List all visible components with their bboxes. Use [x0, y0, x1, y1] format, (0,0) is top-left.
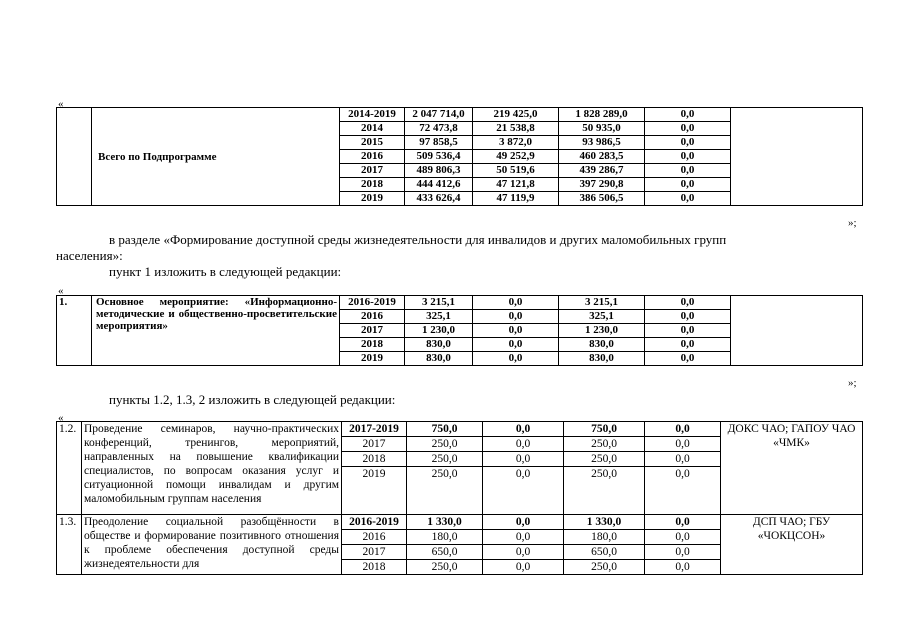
period-cell: 2016-2019: [342, 515, 407, 530]
quote-open-1: «: [58, 98, 64, 110]
total-cell: 650,0: [407, 545, 483, 560]
total-cell: 72 473,8: [405, 122, 473, 136]
federal-cell: 3 872,0: [473, 136, 559, 150]
period-cell: 2019: [340, 192, 405, 206]
total-cell: 1 230,0: [405, 324, 473, 338]
total-cell: 509 536,4: [405, 150, 473, 164]
regional-cell: 439 286,7: [559, 164, 645, 178]
other-cell: 0,0: [645, 296, 731, 310]
num-cell: 1.2.: [57, 422, 82, 515]
quote-open-2: «: [58, 285, 64, 297]
total-cell: 250,0: [407, 467, 483, 515]
other-cell: 0,0: [645, 452, 721, 467]
other-cell: 0,0: [645, 192, 731, 206]
period-cell: 2017: [342, 437, 407, 452]
subprogram-total-table: [56, 107, 863, 206]
regional-cell: 1 828 289,0: [559, 108, 645, 122]
regional-cell: 650,0: [564, 545, 645, 560]
other-cell: 0,0: [645, 422, 721, 437]
executor-cell: [731, 108, 863, 206]
federal-cell: 21 538,8: [473, 122, 559, 136]
quote-close-2: »;: [848, 377, 857, 389]
federal-cell: 0,0: [483, 467, 564, 515]
other-cell: 0,0: [645, 545, 721, 560]
table-row: [57, 296, 863, 310]
period-cell: 2014-2019: [340, 108, 405, 122]
period-cell: 2016: [342, 530, 407, 545]
other-cell: 0,0: [645, 352, 731, 366]
regional-cell: 250,0: [564, 467, 645, 515]
regional-cell: 325,1: [559, 310, 645, 324]
regional-cell: 93 986,5: [559, 136, 645, 150]
federal-cell: 50 519,6: [473, 164, 559, 178]
regional-cell: 50 935,0: [559, 122, 645, 136]
measure-description: Преодоление социальной разобщённости в обществе и формирование позитивного отношения к проблеме обеспечения доступной среды жизнедеятельности для: [82, 515, 342, 575]
total-cell: 830,0: [405, 338, 473, 352]
period-cell: 2015: [340, 136, 405, 150]
federal-cell: 0,0: [473, 310, 559, 324]
other-cell: 0,0: [645, 150, 731, 164]
total-cell: 433 626,4: [405, 192, 473, 206]
executor-cell: [731, 296, 863, 366]
other-cell: 0,0: [645, 560, 721, 575]
regional-cell: 1 330,0: [564, 515, 645, 530]
table-row: [57, 422, 863, 437]
num-cell: 1.3.: [57, 515, 82, 575]
regional-cell: 460 283,5: [559, 150, 645, 164]
total-cell: 489 806,3: [405, 164, 473, 178]
federal-cell: 0,0: [483, 545, 564, 560]
regional-cell: 250,0: [564, 560, 645, 575]
federal-cell: 0,0: [473, 338, 559, 352]
other-cell: 0,0: [645, 122, 731, 136]
federal-cell: 0,0: [483, 452, 564, 467]
regional-cell: 830,0: [559, 338, 645, 352]
other-cell: 0,0: [645, 310, 731, 324]
period-cell: 2017: [340, 164, 405, 178]
total-cell: 97 858,5: [405, 136, 473, 150]
measure-description: Основное мероприятие: «Информационно-методические и общественно-просветительские мероприятия»: [92, 296, 340, 366]
federal-cell: 0,0: [483, 560, 564, 575]
table-row: [57, 515, 863, 530]
period-cell: 2018: [342, 452, 407, 467]
other-cell: 0,0: [645, 324, 731, 338]
total-cell: 250,0: [407, 437, 483, 452]
paragraph-item1: пункт 1 изложить в следующей редакции:: [109, 264, 342, 279]
subprogram-label: Всего по Подпрограмме: [92, 108, 340, 206]
table-row: [57, 108, 863, 122]
other-cell: 0,0: [645, 178, 731, 192]
total-cell: 830,0: [405, 352, 473, 366]
federal-cell: 0,0: [473, 324, 559, 338]
regional-cell: 180,0: [564, 530, 645, 545]
federal-cell: 0,0: [483, 422, 564, 437]
other-cell: 0,0: [645, 467, 721, 515]
regional-cell: 3 215,1: [559, 296, 645, 310]
measure-description: Проведение семинаров, научно-практических конференций, тренингов, мероприятий, направленных на повышение квалификации специалистов, по вопросам оказания услуг и ситуационной помощи инвалидам и другим маломобильным группам населения: [82, 422, 342, 515]
other-cell: 0,0: [645, 108, 731, 122]
items-1-2-1-3-table: [56, 421, 863, 575]
period-cell: 2019: [340, 352, 405, 366]
federal-cell: 47 121,8: [473, 178, 559, 192]
federal-cell: 47 119,9: [473, 192, 559, 206]
period-cell: 2016: [340, 310, 405, 324]
quote-close-1: »;: [848, 217, 857, 229]
period-cell: 2017: [340, 324, 405, 338]
federal-cell: 219 425,0: [473, 108, 559, 122]
executor-cell: ДСП ЧАО; ГБУ «ЧОКЦСОН»: [721, 515, 863, 575]
period-cell: 2016: [340, 150, 405, 164]
period-cell: 2019: [342, 467, 407, 515]
total-cell: 2 047 714,0: [405, 108, 473, 122]
period-cell: 2017: [342, 545, 407, 560]
period-cell: 2018: [340, 178, 405, 192]
period-cell: 2017-2019: [342, 422, 407, 437]
regional-cell: 250,0: [564, 452, 645, 467]
regional-cell: 750,0: [564, 422, 645, 437]
period-cell: 2016-2019: [340, 296, 405, 310]
total-cell: 325,1: [405, 310, 473, 324]
regional-cell: 1 230,0: [559, 324, 645, 338]
federal-cell: 0,0: [473, 352, 559, 366]
regional-cell: 386 506,5: [559, 192, 645, 206]
quote-open-3: «: [58, 412, 64, 424]
federal-cell: 0,0: [473, 296, 559, 310]
total-cell: 250,0: [407, 560, 483, 575]
federal-cell: 0,0: [483, 530, 564, 545]
total-cell: 3 215,1: [405, 296, 473, 310]
other-cell: 0,0: [645, 515, 721, 530]
period-cell: 2014: [340, 122, 405, 136]
paragraph-section-line1: в разделе «Формирование доступной среды жизнедеятельности для инвалидов и других маломобильных групп: [109, 232, 727, 247]
regional-cell: 397 290,8: [559, 178, 645, 192]
total-cell: 250,0: [407, 452, 483, 467]
federal-cell: 0,0: [483, 515, 564, 530]
paragraph-items-1-2-1-3-2: пункты 1.2, 1.3, 2 изложить в следующей редакции:: [109, 392, 396, 407]
other-cell: 0,0: [645, 530, 721, 545]
paragraph-section-line2: населения»:: [56, 248, 123, 263]
federal-cell: 0,0: [483, 437, 564, 452]
executor-cell: ДОКС ЧАО; ГАПОУ ЧАО «ЧМК»: [721, 422, 863, 515]
regional-cell: 250,0: [564, 437, 645, 452]
period-cell: 2018: [342, 560, 407, 575]
total-cell: 1 330,0: [407, 515, 483, 530]
total-cell: 750,0: [407, 422, 483, 437]
total-cell: 180,0: [407, 530, 483, 545]
other-cell: 0,0: [645, 437, 721, 452]
other-cell: 0,0: [645, 338, 731, 352]
num-cell: [57, 108, 92, 206]
num-cell: 1.: [57, 296, 92, 366]
period-cell: 2018: [340, 338, 405, 352]
federal-cell: 49 252,9: [473, 150, 559, 164]
other-cell: 0,0: [645, 164, 731, 178]
regional-cell: 830,0: [559, 352, 645, 366]
total-cell: 444 412,6: [405, 178, 473, 192]
item-1-table: [56, 295, 863, 366]
other-cell: 0,0: [645, 136, 731, 150]
